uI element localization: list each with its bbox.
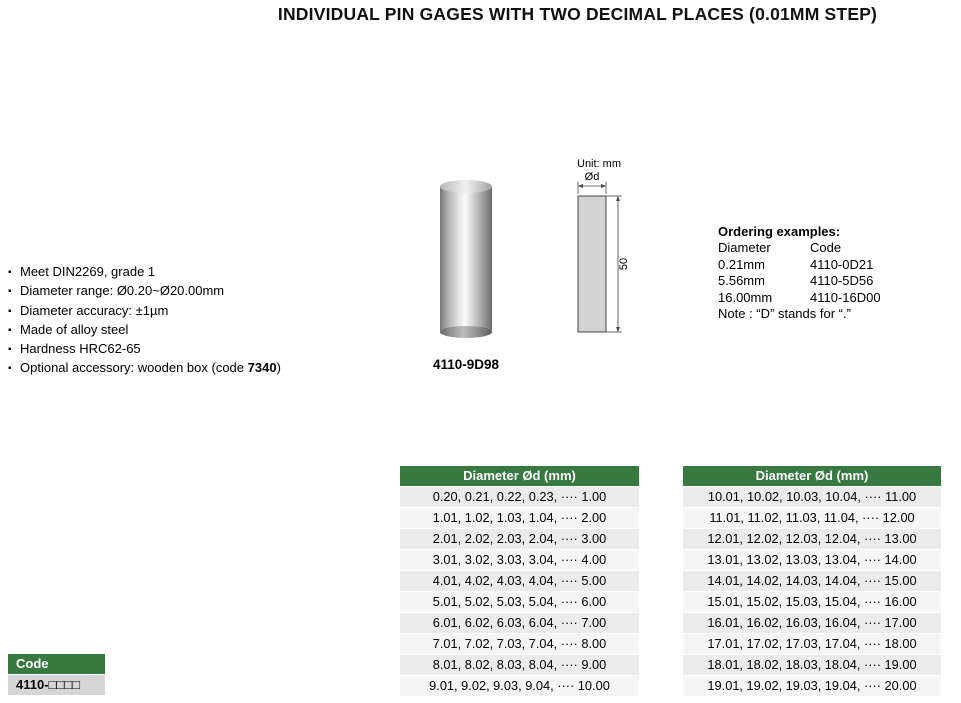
pin-top-face bbox=[440, 180, 492, 193]
table-row: 13.01, 13.02, 13.03, 13.04, ···· 14.00 bbox=[683, 550, 941, 570]
ordering-code: 4110-16D00 bbox=[810, 289, 881, 305]
feature-text: Diameter range: Ø0.20~Ø20.00mm bbox=[20, 283, 225, 299]
table-row: 3.01, 3.02, 3.03, 3.04, ···· 4.00 bbox=[400, 550, 639, 570]
pin-bottom-face bbox=[440, 326, 492, 338]
table-row: 2.01, 2.02, 2.03, 2.04, ···· 3.00 bbox=[400, 529, 639, 549]
dimension-drawing bbox=[566, 170, 666, 350]
ordering-row bbox=[718, 273, 928, 290]
ordering-examples bbox=[718, 223, 928, 323]
pin-shaft bbox=[440, 186, 492, 332]
drawing-pin-body bbox=[578, 196, 606, 332]
bullet-icon bbox=[8, 359, 20, 378]
ordering-diameter: 5.56mm bbox=[718, 273, 765, 289]
product-model-label: 4110-9D98 bbox=[432, 357, 500, 372]
feature-item-optional-accessory bbox=[8, 359, 281, 378]
table-row: 7.01, 7.02, 7.03, 7.04, ···· 8.00 bbox=[400, 634, 639, 654]
accessory-code: 7340 bbox=[247, 360, 277, 376]
table-row: 11.01, 11.02, 11.03, 11.04, ···· 12.00 bbox=[683, 508, 941, 528]
bullet-icon bbox=[8, 340, 20, 359]
bullet-icon bbox=[8, 321, 20, 340]
ordering-note: Note : “D” stands for “.” bbox=[718, 306, 851, 322]
code-box-header: Code bbox=[8, 654, 105, 674]
feature-text: Made of alloy steel bbox=[20, 321, 129, 337]
ordering-code: 4110-5D56 bbox=[810, 273, 874, 289]
table-row: 17.01, 17.02, 17.03, 17.04, ···· 18.00 bbox=[683, 634, 941, 654]
ordering-col-diameter: Diameter bbox=[718, 240, 771, 255]
ordering-row bbox=[718, 257, 928, 274]
page-title: INDIVIDUAL PIN GAGES WITH TWO DECIMAL PLACES (0.01MM STEP) bbox=[277, 4, 878, 24]
code-box-value: 4110-□□□□ bbox=[8, 675, 105, 695]
table-row: 8.01, 8.02, 8.03, 8.04, ···· 9.00 bbox=[400, 655, 639, 675]
table-row: 10.01, 10.02, 10.03, 10.04, ···· 11.00 bbox=[683, 487, 941, 507]
table-row: 6.01, 6.02, 6.03, 6.04, ···· 7.00 bbox=[400, 613, 639, 633]
table-row: 12.01, 12.02, 12.03, 12.04, ···· 13.00 bbox=[683, 529, 941, 549]
table-row: 1.01, 1.02, 1.03, 1.04, ···· 2.00 bbox=[400, 508, 639, 528]
diameter-dim-label: Ød bbox=[584, 171, 600, 183]
ordering-diameter: 16.00mm bbox=[718, 289, 773, 305]
table-header-diameter: Diameter Ød (mm) bbox=[400, 466, 639, 486]
feature-item bbox=[8, 302, 281, 321]
diameter-table-left bbox=[400, 466, 639, 696]
length-dim-label: 50 bbox=[618, 257, 630, 271]
feature-text: Diameter accuracy: ±1µm bbox=[20, 302, 169, 318]
table-row: 14.01, 14.02, 14.03, 14.04, ···· 15.00 bbox=[683, 571, 941, 591]
unit-label: Unit: mm bbox=[577, 158, 621, 170]
bullet-icon bbox=[8, 263, 20, 282]
diameter-table-right bbox=[683, 466, 941, 696]
feature-item bbox=[8, 263, 281, 282]
bullet-icon bbox=[8, 282, 20, 301]
feature-item bbox=[8, 282, 281, 301]
feature-item bbox=[8, 321, 281, 340]
feature-text: Meet DIN2269, grade 1 bbox=[20, 264, 156, 279]
ordering-col-code: Code bbox=[810, 240, 842, 255]
table-row: 0.20, 0.21, 0.22, 0.23, ···· 1.00 bbox=[400, 487, 639, 507]
feature-item bbox=[8, 340, 281, 359]
table-row: 4.01, 4.02, 4.03, 4.04, ···· 5.00 bbox=[400, 571, 639, 591]
table-row: 16.01, 16.02, 16.03, 16.04, ···· 17.00 bbox=[683, 613, 941, 633]
feature-text: Optional accessory: wooden box (code 7340) bbox=[20, 360, 281, 376]
ordering-heading: Ordering examples: bbox=[718, 224, 841, 239]
code-box bbox=[8, 654, 105, 695]
table-row: 18.01, 18.02, 18.03, 18.04, ···· 19.00 bbox=[683, 655, 941, 675]
table-row: 9.01, 9.02, 9.03, 9.04, ···· 10.00 bbox=[400, 676, 639, 696]
ordering-diameter: 0.21mm bbox=[718, 256, 765, 272]
table-header-diameter: Diameter Ød (mm) bbox=[683, 466, 941, 486]
table-row: 5.01, 5.02, 5.03, 5.04, ···· 6.00 bbox=[400, 592, 639, 612]
feature-list bbox=[8, 263, 281, 379]
table-row: 19.01, 19.02, 19.03, 19.04, ···· 20.00 bbox=[683, 676, 941, 696]
feature-text: Hardness HRC62-65 bbox=[20, 341, 141, 357]
ordering-code: 4110-0D21 bbox=[810, 256, 874, 272]
ordering-row bbox=[718, 290, 928, 307]
pin-gage-photo bbox=[440, 180, 492, 338]
ordering-header-row bbox=[718, 240, 928, 257]
table-row: 15.01, 15.02, 15.03, 15.04, ···· 16.00 bbox=[683, 592, 941, 612]
bullet-icon bbox=[8, 302, 20, 321]
